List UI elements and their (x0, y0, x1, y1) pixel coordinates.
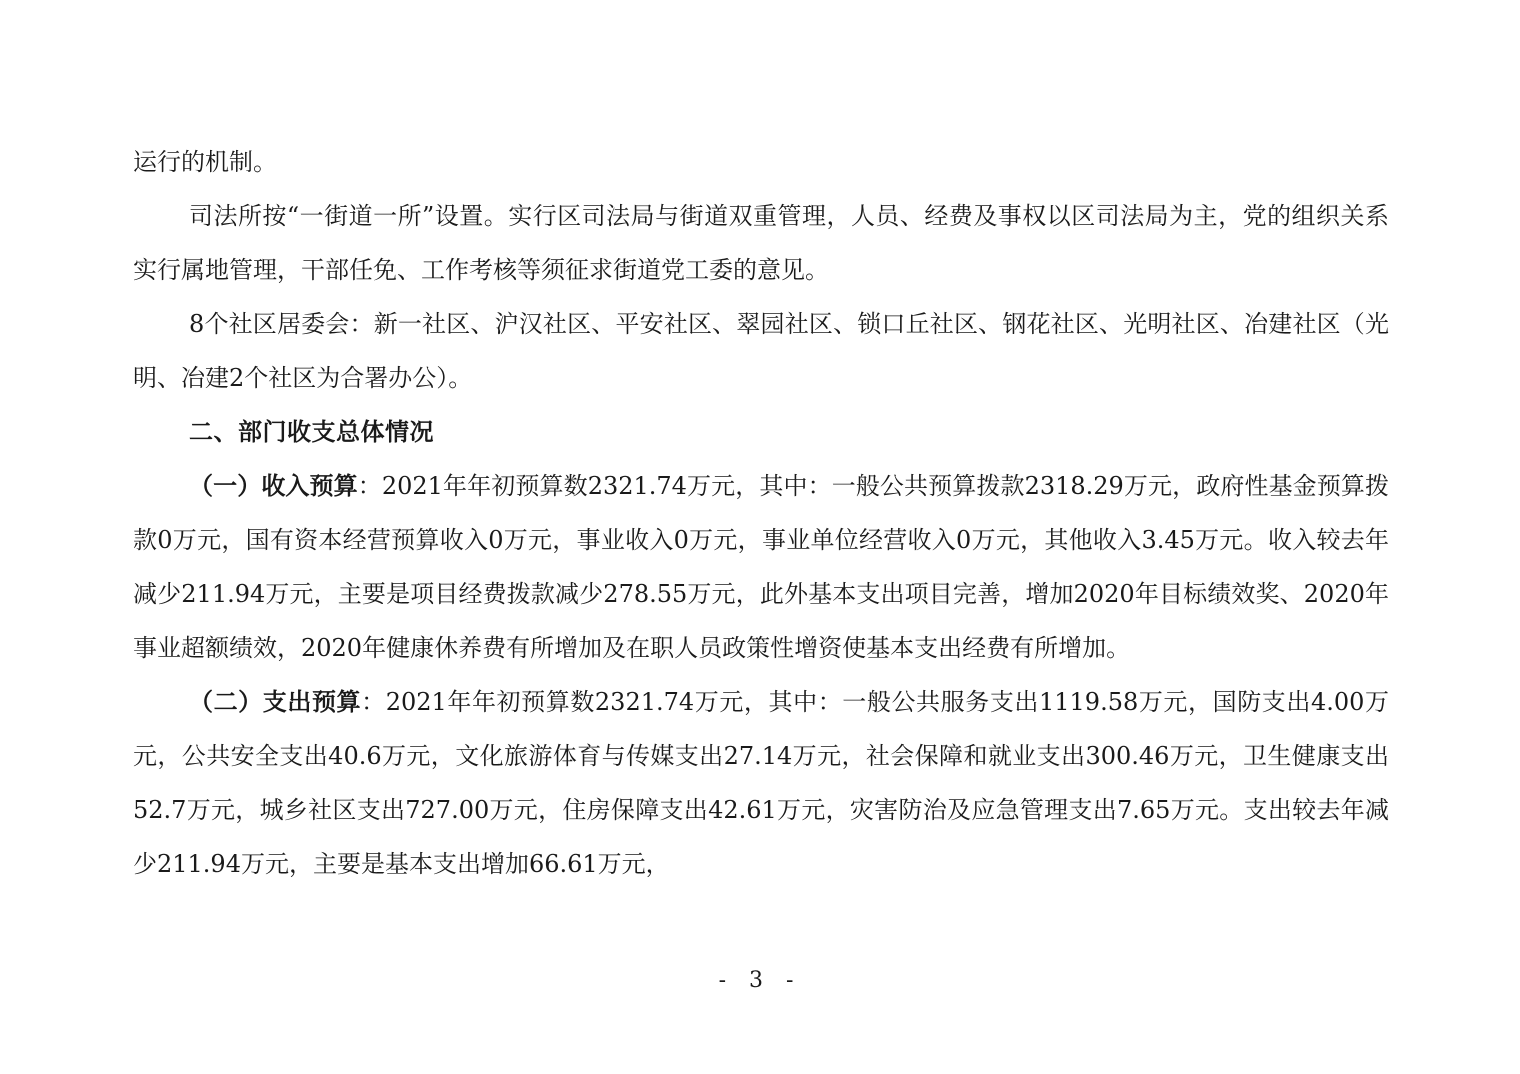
page-number: - 3 - (718, 968, 802, 993)
section-heading: 二、部门收支总体情况 (189, 418, 434, 446)
expenditure-budget-lead: （二）支出预算 (189, 687, 362, 716)
paragraph-community-committees: 8个社区居委会：新一社区、沪汉社区、平安社区、翠园社区、锁口丘社区、钢花社区、光明社区、冶建社区（光明、冶建2个社区为合署办公）。 (133, 310, 1389, 392)
expenditure-budget-body: ：2021年年初预算数2321.74万元，其中：一般公共服务支出1119.58万元，国防支出4.00万元，公共安全支出40.6万元，文化旅游体育与传媒支出27.14万元，社会保障和就业支出300.46万元，卫生健康支出52.7万元，城乡社区支出727.00万元，住房保障支出42.61万元，灾害防治及应急管理支出7.65万元。支出较去年减少211.94万元，主要是基本支出增加66.61万元， (133, 688, 1389, 878)
paragraph-mechanism-end: 运行的机制。 (133, 148, 277, 176)
paragraph-judicial-office: 司法所按“一街道一所”设置。实行区司法局与街道双重管理，人员、经费及事权以区司法局为主，党的组织关系实行属地管理，干部任免、工作考核等须征求街道党工委的意见。 (133, 202, 1389, 284)
income-budget-lead: （一）收入预算 (189, 471, 358, 500)
paragraph-income-budget (133, 459, 1389, 675)
body-text (133, 135, 1389, 891)
paragraph-expenditure-budget (133, 675, 1389, 891)
income-budget-body: ：2021年年初预算数2321.74万元，其中：一般公共预算拨款2318.29万元，政府性基金预算拨款0万元，国有资本经营预算收入0万元，事业收入0万元，事业单位经营收入0万元，其他收入3.45万元。收入较去年减少211.94万元，主要是项目经费拨款减少278.55万元，此外基本支出项目完善，增加2020年目标绩效奖、2020年事业超额绩效，2020年健康休养费有所增加及在职人员政策性增资使基本支出经费有所增加。 (133, 472, 1390, 662)
